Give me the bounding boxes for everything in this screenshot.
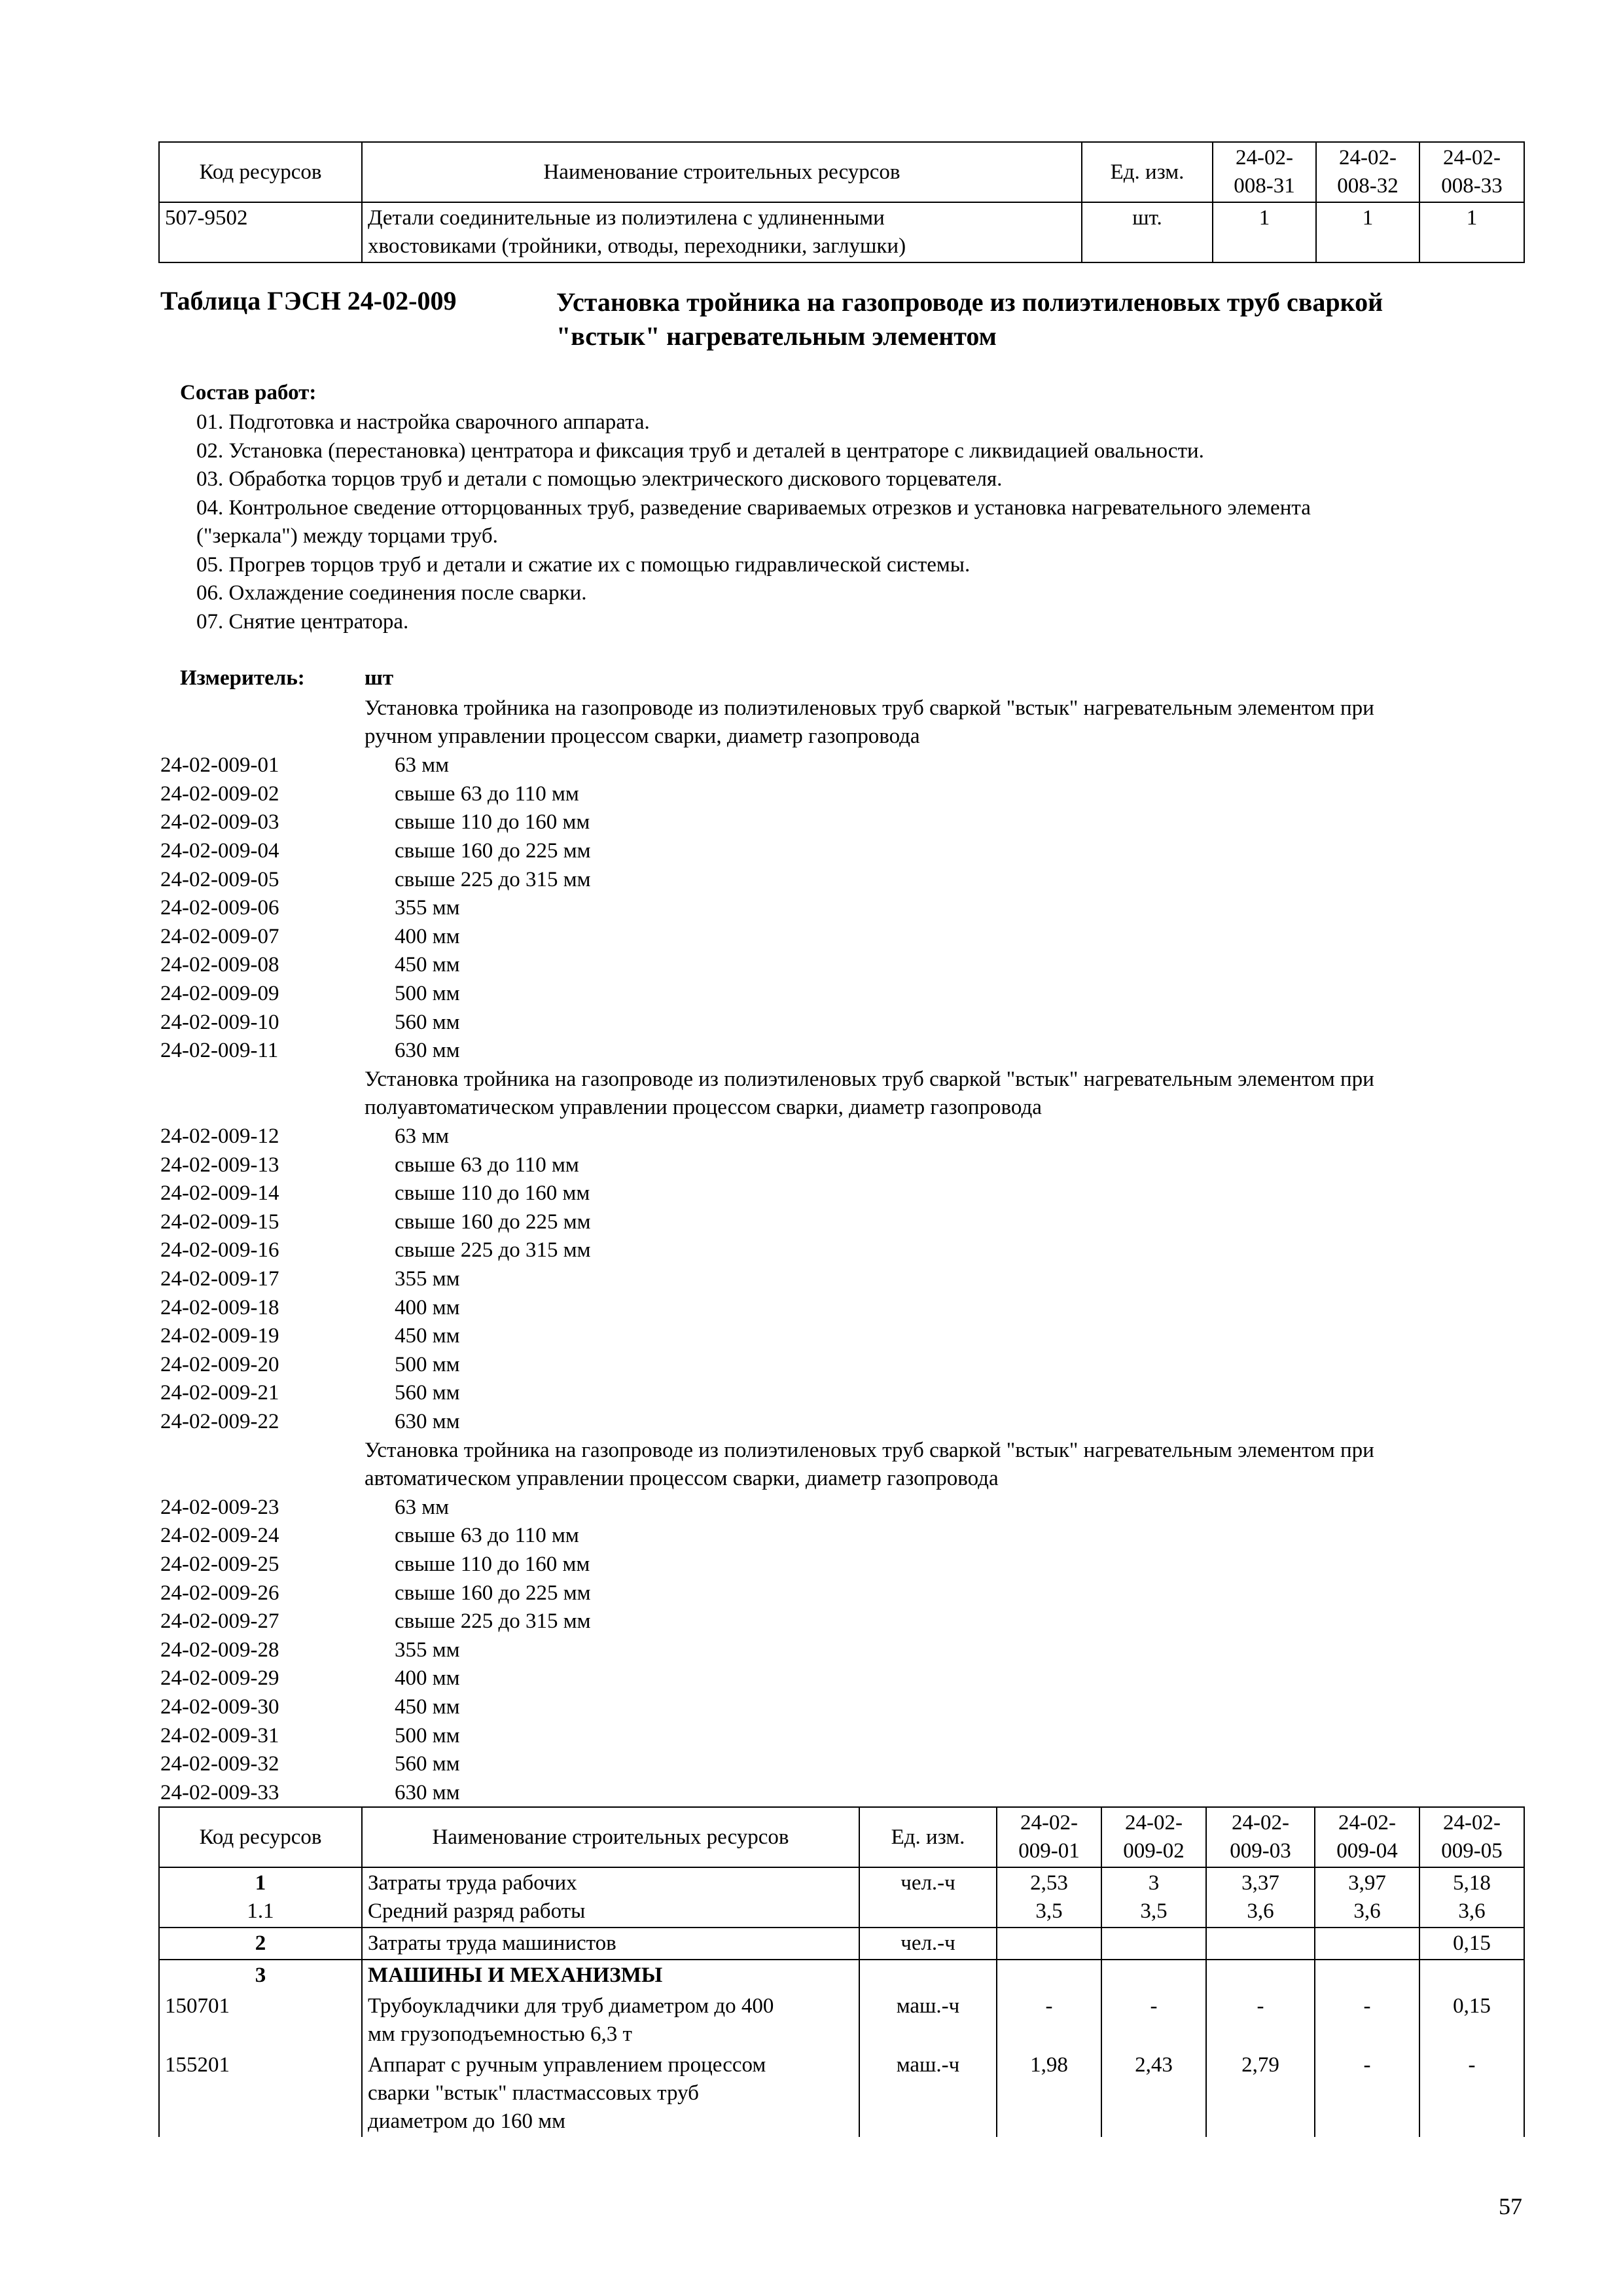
page-number: 57 [1499,2193,1522,2219]
header-col: 24-02- 008-32 [1316,142,1419,202]
diameter-label: 500 мм [395,982,460,1005]
diameter-label: 63 мм [395,1124,450,1148]
norm-code: 24-02-009-06 [160,896,279,920]
norm-code: 24-02-009-31 [160,1723,279,1748]
list-item: 04. Контрольное сведение отторцованных труб, разведение свариваемых отрезков и установка нагревательного элемента [196,495,1311,520]
norm-code: 24-02-009-11 [160,1039,279,1063]
list-item: 03. Обработка торцов труб и детали с помощью электрического дискового торцевателя. [196,467,1003,491]
norm-code: 24-02-009-01 [160,753,279,778]
table-row [159,1867,1524,1928]
diameter-label: 63 мм [395,1495,450,1519]
group-description-line: полуавтоматическом управлении процессом сварки, диаметр газопровода [365,1095,1042,1119]
norm-code: 24-02-009-27 [160,1609,279,1634]
cell-unit: чел.-ч [859,1867,997,1928]
cell-value: 2,53 3,5 [997,1867,1101,1928]
norm-code: 24-02-009-16 [160,1238,279,1263]
cell-value: 2,79 [1206,2050,1315,2137]
diameter-label: 400 мм [395,1295,460,1319]
meter-group-description [365,694,1529,751]
norm-code: 24-02-009-13 [160,1153,279,1177]
header-name: Наименование строительных ресурсов [362,1807,859,1867]
norm-code: 24-02-009-28 [160,1638,279,1662]
norm-code: 24-02-009-05 [160,867,279,891]
diameter-label: 450 мм [395,1324,460,1348]
diameter-label: свыше 63 до 110 мм [395,1153,579,1177]
diameter-label: 355 мм [395,1638,460,1662]
meter-group-description [365,1437,1529,1493]
norm-code: 24-02-009-14 [160,1181,279,1206]
diameter-label: свыше 225 до 315 мм [395,1609,591,1634]
norm-code: 24-02-009-04 [160,839,279,863]
header-col: 24-02- 008-33 [1419,142,1524,202]
table-row [159,1991,1524,2050]
cell-code: 507-9502 [159,202,362,262]
diameter-label: 63 мм [395,753,450,778]
cell-value: - [1101,1991,1206,2050]
norm-code: 24-02-009-03 [160,810,279,834]
group-description-line: Установка тройника на газопроводе из полиэтиленовых труб сваркой "встык" нагревательным элементом при [365,1067,1374,1091]
cell-value [1315,1960,1419,1991]
diameter-label: свыше 110 до 160 мм [395,1181,590,1206]
norm-code: 24-02-009-17 [160,1267,279,1291]
table-row [159,1928,1524,1960]
work-composition-heading: Состав работ: [180,381,317,404]
diameter-label: 450 мм [395,953,460,977]
table-title: Установка тройника на газопроводе из полиэтиленовых труб сваркой "встык" нагревательным элементом [556,287,1383,351]
diameter-label: свыше 110 до 160 мм [395,1552,590,1576]
cell-value: 1,98 [997,2050,1101,2137]
norm-code: 24-02-009-25 [160,1552,279,1576]
table-row [159,202,1524,262]
cell-unit [859,1960,997,1991]
cell-value: 3,97 3,6 [1315,1867,1419,1928]
work-composition-list [196,408,1505,636]
diameter-label: 450 мм [395,1695,460,1719]
diameter-label: 630 мм [395,1780,460,1804]
group-description-line: ручном управлении процессом сварки, диаметр газопровода [365,725,920,748]
cell-value: 0,15 [1419,1991,1524,2050]
diameter-label: 355 мм [395,896,460,920]
header-col: 24-02- 009-02 [1101,1807,1206,1867]
norm-code: 24-02-009-15 [160,1210,279,1234]
list-item: 01. Подготовка и настройка сварочного аппарата. [196,410,650,434]
list-item: 06. Охлаждение соединения после сварки. [196,581,587,605]
norm-code: 24-02-009-26 [160,1581,279,1605]
norm-code: 24-02-009-08 [160,953,279,977]
cell-value: 0,15 [1419,1928,1524,1960]
cell-code: 155201 [159,2050,362,2137]
diameter-label: свыше 160 до 225 мм [395,1581,591,1605]
cell-value: 1 [1419,202,1524,262]
cell-name: Затраты труда рабочих Средний разряд работы [362,1867,859,1928]
cell-value [1101,1960,1206,1991]
diameter-label: 630 мм [395,1410,460,1433]
cell-value [1315,1928,1419,1960]
norm-code: 24-02-009-10 [160,1010,279,1034]
diameter-label: свыше 225 до 315 мм [395,1238,591,1263]
cell-value: - [1315,2050,1419,2137]
cell-value: 3 3,5 [1101,1867,1206,1928]
diameter-label: свыше 63 до 110 мм [395,781,579,806]
cell-name: Затраты труда машинистов [362,1928,859,1960]
meter-group-description [365,1066,1529,1122]
table-header-row [159,142,1524,202]
norm-code: 24-02-009-23 [160,1495,279,1519]
cell-name: Аппарат с ручным управлением процессом сварки "встык" пластмассовых труб диаметром до 160 мм [362,2050,859,2137]
diameter-label: 500 мм [395,1352,460,1376]
norm-code: 24-02-009-21 [160,1381,279,1405]
cell-code: 2 [159,1928,362,1960]
norm-code: 24-02-009-18 [160,1295,279,1319]
cell-unit: маш.-ч [859,2050,997,2137]
norm-code: 24-02-009-22 [160,1410,279,1433]
cell-unit: шт. [1082,202,1213,262]
diameter-label: свыше 63 до 110 мм [395,1524,579,1548]
cell-value [997,1960,1101,1991]
cell-unit: чел.-ч [859,1928,997,1960]
diameter-label: свыше 160 до 225 мм [395,1210,591,1234]
group-description-line: Установка тройника на газопроводе из полиэтиленовых труб сваркой "встык" нагревательным элементом при [365,1438,1374,1462]
norm-code: 24-02-009-30 [160,1695,279,1719]
table-header-row [159,1807,1524,1867]
cell-value [1206,1928,1315,1960]
diameter-label: свыше 225 до 315 мм [395,867,591,891]
norm-code: 24-02-009-32 [160,1752,279,1776]
header-col: 24-02- 009-05 [1419,1807,1524,1867]
diameter-label: 560 мм [395,1752,460,1776]
header-col: 24-02- 009-03 [1206,1807,1315,1867]
diameter-label: 560 мм [395,1010,460,1034]
norm-code: 24-02-009-19 [160,1324,279,1348]
norm-code: 24-02-009-12 [160,1124,279,1148]
cell-value [1101,1928,1206,1960]
header-col: 24-02- 009-04 [1315,1807,1419,1867]
table-row [159,1960,1524,1991]
norm-code: 24-02-009-29 [160,1666,279,1691]
norm-code: 24-02-009-07 [160,924,279,948]
section-heading: МАШИНЫ И МЕХАНИЗМЫ [362,1960,859,1991]
group-description-line: Установка тройника на газопроводе из полиэтиленовых труб сваркой "встык" нагревательным элементом при [365,696,1374,720]
list-item: 05. Прогрев торцов труб и детали и сжатие их с помощью гидравлической системы. [196,552,971,577]
cell-value: - [997,1991,1101,2050]
header-code: Код ресурсов [159,1807,362,1867]
cell-unit: маш.-ч [859,1991,997,2050]
table-code: Таблица ГЭСН 24-02-009 [160,286,457,315]
norm-code: 24-02-009-33 [160,1780,279,1804]
meter-unit: шт [365,666,394,690]
cell-value: 5,18 3,6 [1419,1867,1524,1928]
norm-code: 24-02-009-02 [160,781,279,806]
cell-value: 1 [1316,202,1419,262]
cell-name: Детали соединительные из полиэтилена с удлиненными хвостовиками (тройники, отводы, переходники, заглушки) [362,202,1082,262]
norm-code: 24-02-009-20 [160,1352,279,1376]
header-col: 24-02- 009-01 [997,1807,1101,1867]
diameter-label: 400 мм [395,924,460,948]
cell-code: 3 [159,1960,362,1991]
cell-code: 1 1.1 [159,1867,362,1928]
diameter-label: 560 мм [395,1381,460,1405]
list-item: 07. Снятие центратора. [196,609,409,634]
list-item: 02. Установка (перестановка) центратора и фиксация труб и деталей в центраторе с ликвидацией овальности. [196,439,1204,463]
header-name: Наименование строительных ресурсов [362,142,1082,202]
diameter-label: свыше 110 до 160 мм [395,810,590,834]
bottom-resource-table [158,1806,1525,2137]
header-unit: Ед. изм. [859,1807,997,1867]
diameter-label: 630 мм [395,1039,460,1063]
cell-code: 150701 [159,1991,362,2050]
cell-value: 2,43 [1101,2050,1206,2137]
cell-value: 1 [1213,202,1316,262]
list-item: ("зеркала") между торцами труб. [196,524,498,548]
cell-value: - [1206,1991,1315,2050]
cell-value: - [1315,1991,1419,2050]
group-description-line: автоматическом управлении процессом сварки, диаметр газопровода [365,1466,999,1490]
top-resource-table [158,141,1525,263]
header-code: Код ресурсов [159,142,362,202]
cell-value: 3,37 3,6 [1206,1867,1315,1928]
cell-value: - [1419,2050,1524,2137]
diameter-label: 400 мм [395,1666,460,1691]
cell-value [1206,1960,1315,1991]
cell-name: Трубоукладчики для труб диаметром до 400 мм грузоподъемностью 6,3 т [362,1991,859,2050]
cell-value [997,1928,1101,1960]
diameter-label: 500 мм [395,1723,460,1748]
norm-code: 24-02-009-24 [160,1524,279,1548]
header-unit: Ед. изм. [1082,142,1213,202]
table-row [159,2050,1524,2137]
diameter-label: свыше 160 до 225 мм [395,839,591,863]
meter-label: Измеритель: [180,666,305,690]
diameter-label: 355 мм [395,1267,460,1291]
cell-value [1419,1960,1524,1991]
norm-code: 24-02-009-09 [160,982,279,1005]
header-col: 24-02- 008-31 [1213,142,1316,202]
